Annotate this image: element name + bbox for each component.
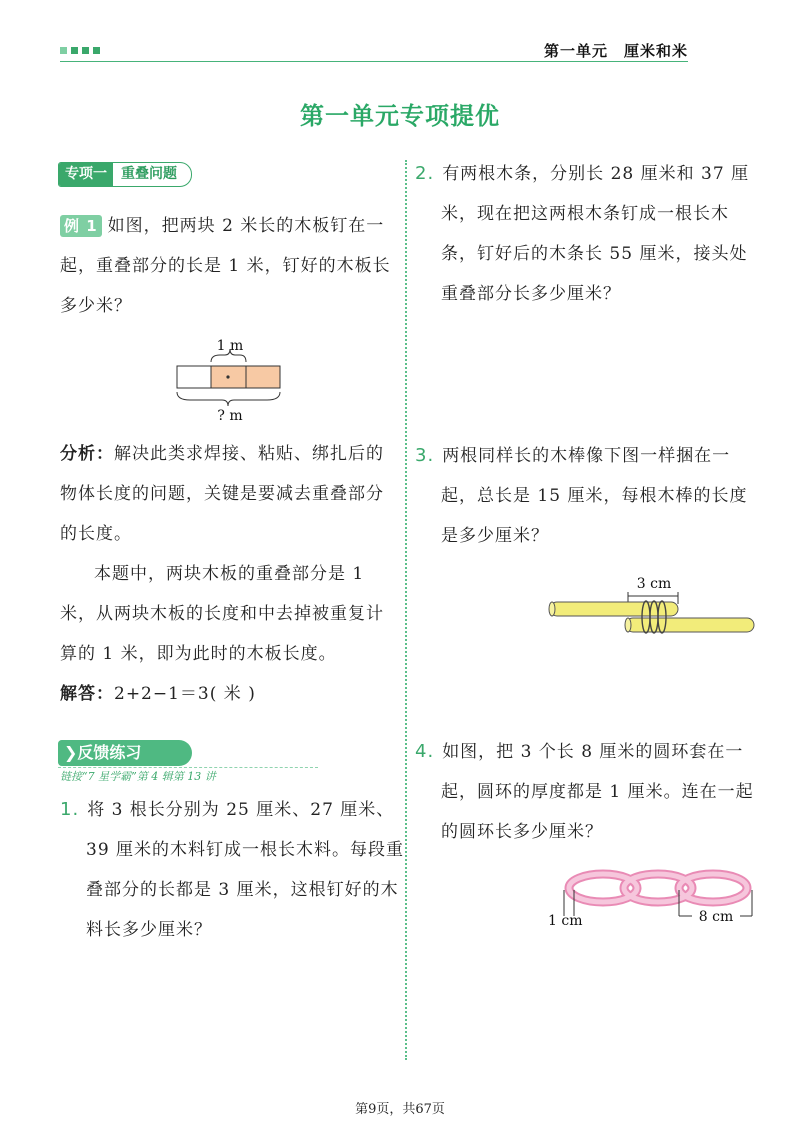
nail-dot bbox=[226, 375, 229, 378]
analysis-detail: 本题中，两块木板的重叠部分是 1 米，从两块木板的长度和中去掉被重复计算的 1 米，即为此时的木板长度。 bbox=[60, 564, 384, 664]
rings-figure bbox=[540, 862, 765, 932]
stick-bottom-end bbox=[625, 618, 631, 632]
problem-1-number: 1. bbox=[60, 799, 80, 820]
figure-bottom-brace bbox=[177, 392, 280, 406]
problem-4 bbox=[415, 732, 760, 852]
feedback-title: 反馈练习 bbox=[77, 743, 142, 762]
section-tag-topic: 重叠问题 bbox=[121, 166, 177, 182]
column-divider bbox=[405, 160, 407, 1060]
section-tag-label: 专项一 bbox=[59, 163, 113, 186]
problem-1 bbox=[60, 790, 405, 950]
feedback-link: 链接“7 星学霸”第 4 辑第 13 讲 bbox=[60, 770, 216, 783]
problem-2 bbox=[415, 154, 760, 314]
analysis-text: 解决此类求焊接、粘贴、绑扎后的物体长度的问题，关键是要减去重叠部分的长度。 bbox=[60, 444, 384, 544]
header-decoration bbox=[60, 47, 100, 54]
page-title: 第一单元专项提优 bbox=[300, 102, 500, 130]
sticks-overlap-label: 3 cm bbox=[636, 576, 672, 592]
problem-4-text: 如图，把 3 个长 8 厘米的圆环套在一起，圆环的厚度都是 1 厘米。连在一起的圆环长多少厘米？ bbox=[441, 742, 754, 842]
ring-length-label: 8 cm bbox=[698, 909, 734, 925]
header-rule bbox=[60, 61, 688, 62]
example-question-text: 如图，把两块 2 米长的木板钉在一起，重叠部分的长是 1 米，钉好的木板长多少米？ bbox=[60, 216, 391, 316]
stick-bottom bbox=[626, 618, 754, 632]
stick-top-end bbox=[549, 602, 555, 616]
section-tag bbox=[58, 162, 192, 187]
problem-2-text: 有两根木条，分别长 28 厘米和 37 厘米，现在把这两根木条钉成一根长木条，钉好后的木条长 55 厘米，接头处重叠部分长多少厘米？ bbox=[441, 164, 750, 304]
problem-2-number: 2. bbox=[415, 163, 435, 184]
problem-1-text: 将 3 根长分别为 25 厘米、27 厘米、39 厘米的木料钉成一根长木料。每段重叠部分的长都是 3 厘米，这根钉好的木料长多少厘米？ bbox=[86, 800, 405, 940]
board-overlap-figure bbox=[170, 330, 290, 422]
answer-label: 解答： bbox=[60, 684, 114, 704]
figure-bottom-label: ? m bbox=[217, 408, 243, 422]
feedback-banner bbox=[58, 740, 192, 766]
chevron-right-icon: ❯ bbox=[64, 743, 78, 762]
sticks-figure bbox=[540, 570, 760, 640]
ring-thickness-label: 1 cm bbox=[548, 913, 583, 929]
example-badge: 例 1 bbox=[60, 215, 102, 237]
analysis bbox=[60, 434, 400, 554]
page-footer: 第9页，共67页 bbox=[355, 1102, 445, 1117]
example-question bbox=[60, 206, 400, 326]
analysis-label: 分析： bbox=[60, 444, 114, 464]
answer-text: 2+2−1＝3( 米 ) bbox=[114, 684, 256, 704]
figure-top-label: 1 m bbox=[216, 338, 244, 354]
problem-4-number: 4. bbox=[415, 741, 435, 762]
answer bbox=[60, 674, 400, 714]
problem-3 bbox=[415, 436, 760, 556]
problem-3-text: 两根同样长的木棒像下图一样捆在一起，总长是 15 厘米，每根木棒的长度是多少厘米？ bbox=[441, 446, 748, 546]
unit-title: 第一单元 厘米和米 bbox=[543, 42, 688, 60]
problem-3-number: 3. bbox=[415, 445, 435, 466]
